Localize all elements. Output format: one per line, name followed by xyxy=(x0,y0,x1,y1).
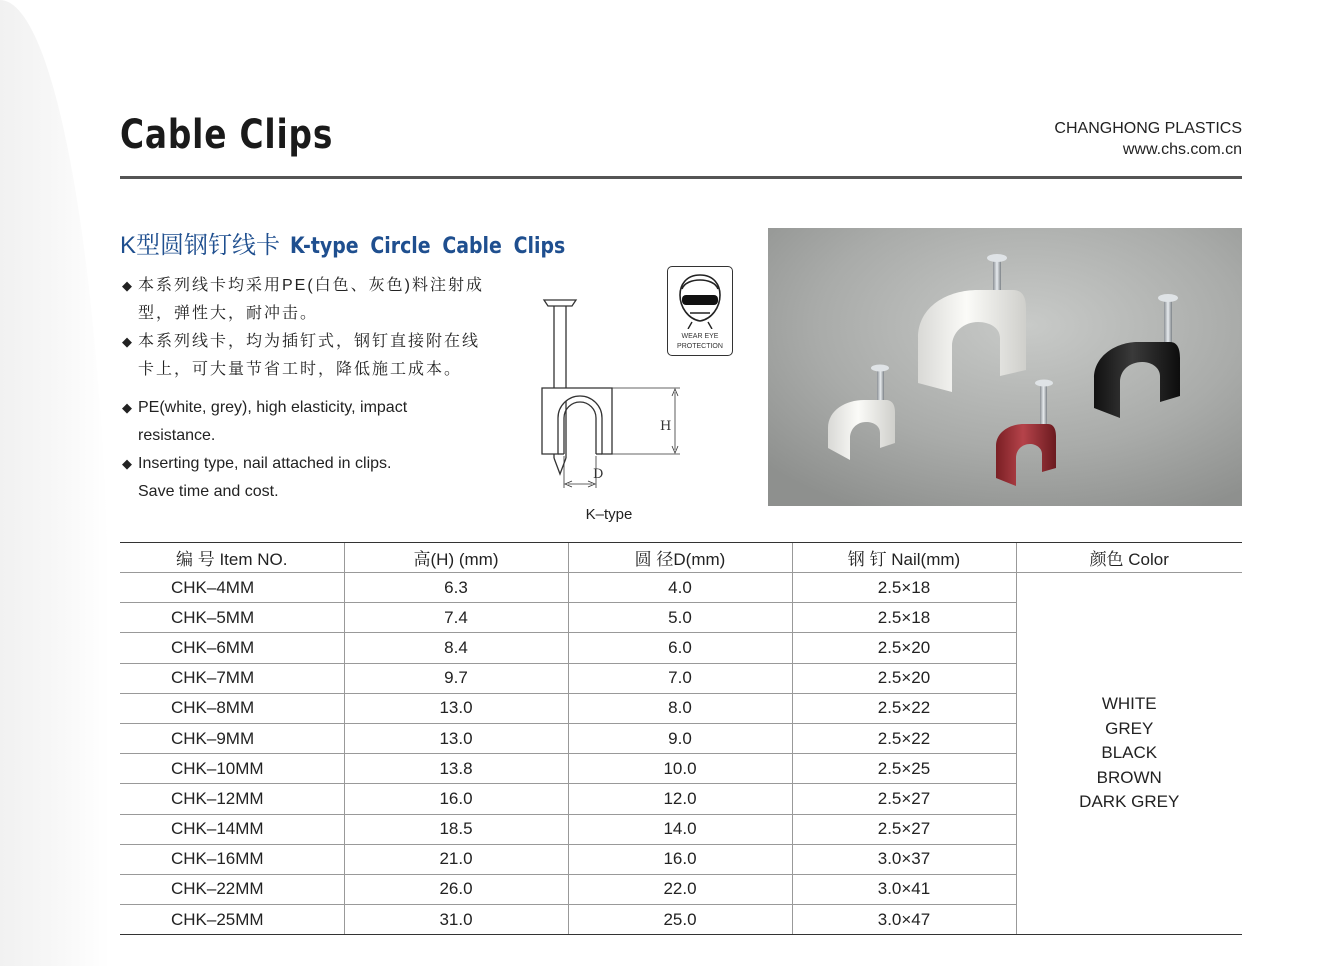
cell-diameter: 7.0 xyxy=(568,663,792,693)
table-header-row xyxy=(120,543,1242,573)
cell-nail: 3.0×47 xyxy=(792,905,1016,935)
feature-item xyxy=(122,394,522,450)
cell-nail: 2.5×22 xyxy=(792,723,1016,753)
cell-nail: 2.5×27 xyxy=(792,784,1016,814)
cell-item-no: CHK–6MM xyxy=(120,633,344,663)
cell-height: 16.0 xyxy=(344,784,568,814)
header-nail: 钢 钉 Nail(mm) xyxy=(792,543,1016,573)
feature-text: PE(white, grey), high elasticity, impact xyxy=(138,399,408,416)
cell-item-no: CHK–8MM xyxy=(120,693,344,723)
color-option: DARK GREY xyxy=(1079,792,1180,812)
feature-text: Inserting type, nail attached in clips. xyxy=(138,455,392,472)
cell-diameter: 9.0 xyxy=(568,723,792,753)
cell-height: 13.0 xyxy=(344,693,568,723)
feature-text: Save time and cost. xyxy=(138,483,279,500)
feature-text: 本系列线卡，均为插钉式，钢钉直接附在线 xyxy=(138,333,481,350)
feature-text: 本系列线卡均采用PE(白色、灰色)料注射成 xyxy=(138,277,485,294)
k-type-clip-diagram xyxy=(530,290,690,495)
cell-height: 6.3 xyxy=(344,573,568,603)
feature-item xyxy=(122,450,522,506)
cell-height: 21.0 xyxy=(344,844,568,874)
dimension-h-label: H xyxy=(660,419,672,434)
cell-height: 18.5 xyxy=(344,814,568,844)
cell-diameter: 12.0 xyxy=(568,784,792,814)
cell-item-no: CHK–25MM xyxy=(120,905,344,935)
cell-diameter: 4.0 xyxy=(568,573,792,603)
company-website[interactable]: www.chs.com.cn xyxy=(1122,141,1242,158)
cell-diameter: 22.0 xyxy=(568,874,792,904)
cell-diameter: 6.0 xyxy=(568,633,792,663)
diamond-bullet-icon: ◆ xyxy=(122,400,132,415)
product-title xyxy=(120,225,610,260)
product-title-en: K-type Circle Cable Clips xyxy=(290,234,566,259)
header-height: 高(H) (mm) xyxy=(344,543,568,573)
cell-item-no: CHK–14MM xyxy=(120,814,344,844)
table-row xyxy=(120,573,1242,603)
cell-item-no: CHK–12MM xyxy=(120,784,344,814)
feature-text: 型，弹性大，耐冲击。 xyxy=(138,305,319,322)
color-option: WHITE xyxy=(1101,694,1157,714)
goggles-face-icon xyxy=(668,267,732,329)
safety-sign-line: WEAR EYE xyxy=(681,333,719,340)
header-diameter: 圆 径D(mm) xyxy=(568,543,792,573)
cell-nail: 3.0×41 xyxy=(792,874,1016,904)
cell-height: 7.4 xyxy=(344,603,568,633)
cell-colors xyxy=(1016,573,1242,935)
cell-nail: 2.5×20 xyxy=(792,663,1016,693)
cell-diameter: 5.0 xyxy=(568,603,792,633)
cell-height: 31.0 xyxy=(344,905,568,935)
feature-list xyxy=(122,272,522,506)
cell-nail: 3.0×37 xyxy=(792,844,1016,874)
cell-nail: 2.5×18 xyxy=(792,573,1016,603)
feature-item xyxy=(122,272,522,328)
cell-item-no: CHK–22MM xyxy=(120,874,344,904)
company-block xyxy=(1054,118,1242,160)
cell-nail: 2.5×25 xyxy=(792,754,1016,784)
cell-height: 9.7 xyxy=(344,663,568,693)
cell-diameter: 10.0 xyxy=(568,754,792,784)
diamond-bullet-icon: ◆ xyxy=(122,334,134,349)
cell-height: 13.8 xyxy=(344,754,568,784)
feature-text: resistance. xyxy=(138,427,216,444)
cell-item-no: CHK–5MM xyxy=(120,603,344,633)
product-photo xyxy=(768,228,1242,506)
diamond-bullet-icon: ◆ xyxy=(122,456,132,471)
safety-sign-line: PROTECTION xyxy=(677,343,723,350)
cell-diameter: 16.0 xyxy=(568,844,792,874)
cell-nail: 2.5×18 xyxy=(792,603,1016,633)
header-divider xyxy=(120,176,1242,179)
cell-height: 13.0 xyxy=(344,723,568,753)
feature-text: 卡上，可大量节省工时，降低施工成本。 xyxy=(138,361,463,378)
color-option: BROWN xyxy=(1096,767,1162,787)
page-edge-shading xyxy=(0,0,110,966)
safety-sign-text xyxy=(668,332,732,352)
cell-diameter: 25.0 xyxy=(568,905,792,935)
color-option: GREY xyxy=(1105,718,1154,738)
cell-item-no: CHK–9MM xyxy=(120,723,344,753)
cell-nail: 2.5×27 xyxy=(792,814,1016,844)
cell-diameter: 14.0 xyxy=(568,814,792,844)
header-item-no: 编 号 Item NO. xyxy=(120,543,344,573)
cell-height: 26.0 xyxy=(344,874,568,904)
cell-item-no: CHK–16MM xyxy=(120,844,344,874)
cell-height: 8.4 xyxy=(344,633,568,663)
cell-diameter: 8.0 xyxy=(568,693,792,723)
diagram-caption: K–type xyxy=(585,506,633,523)
color-option: BLACK xyxy=(1101,743,1158,763)
safety-sign xyxy=(667,266,733,356)
diamond-bullet-icon: ◆ xyxy=(122,278,134,293)
cell-nail: 2.5×20 xyxy=(792,633,1016,663)
specification-table xyxy=(120,542,1242,935)
feature-item xyxy=(122,328,522,384)
cell-item-no: CHK–4MM xyxy=(120,573,344,603)
cell-nail: 2.5×22 xyxy=(792,693,1016,723)
dimension-d-label: D xyxy=(593,467,604,482)
cell-item-no: CHK–10MM xyxy=(120,754,344,784)
cell-item-no: CHK–7MM xyxy=(120,663,344,693)
company-name: CHANGHONG PLASTICS xyxy=(1054,120,1242,137)
page-title: Cable Clips xyxy=(120,112,334,158)
header-color: 颜色 Color xyxy=(1016,543,1242,573)
product-title-cn: K型圆钢钉线卡 xyxy=(120,232,281,259)
